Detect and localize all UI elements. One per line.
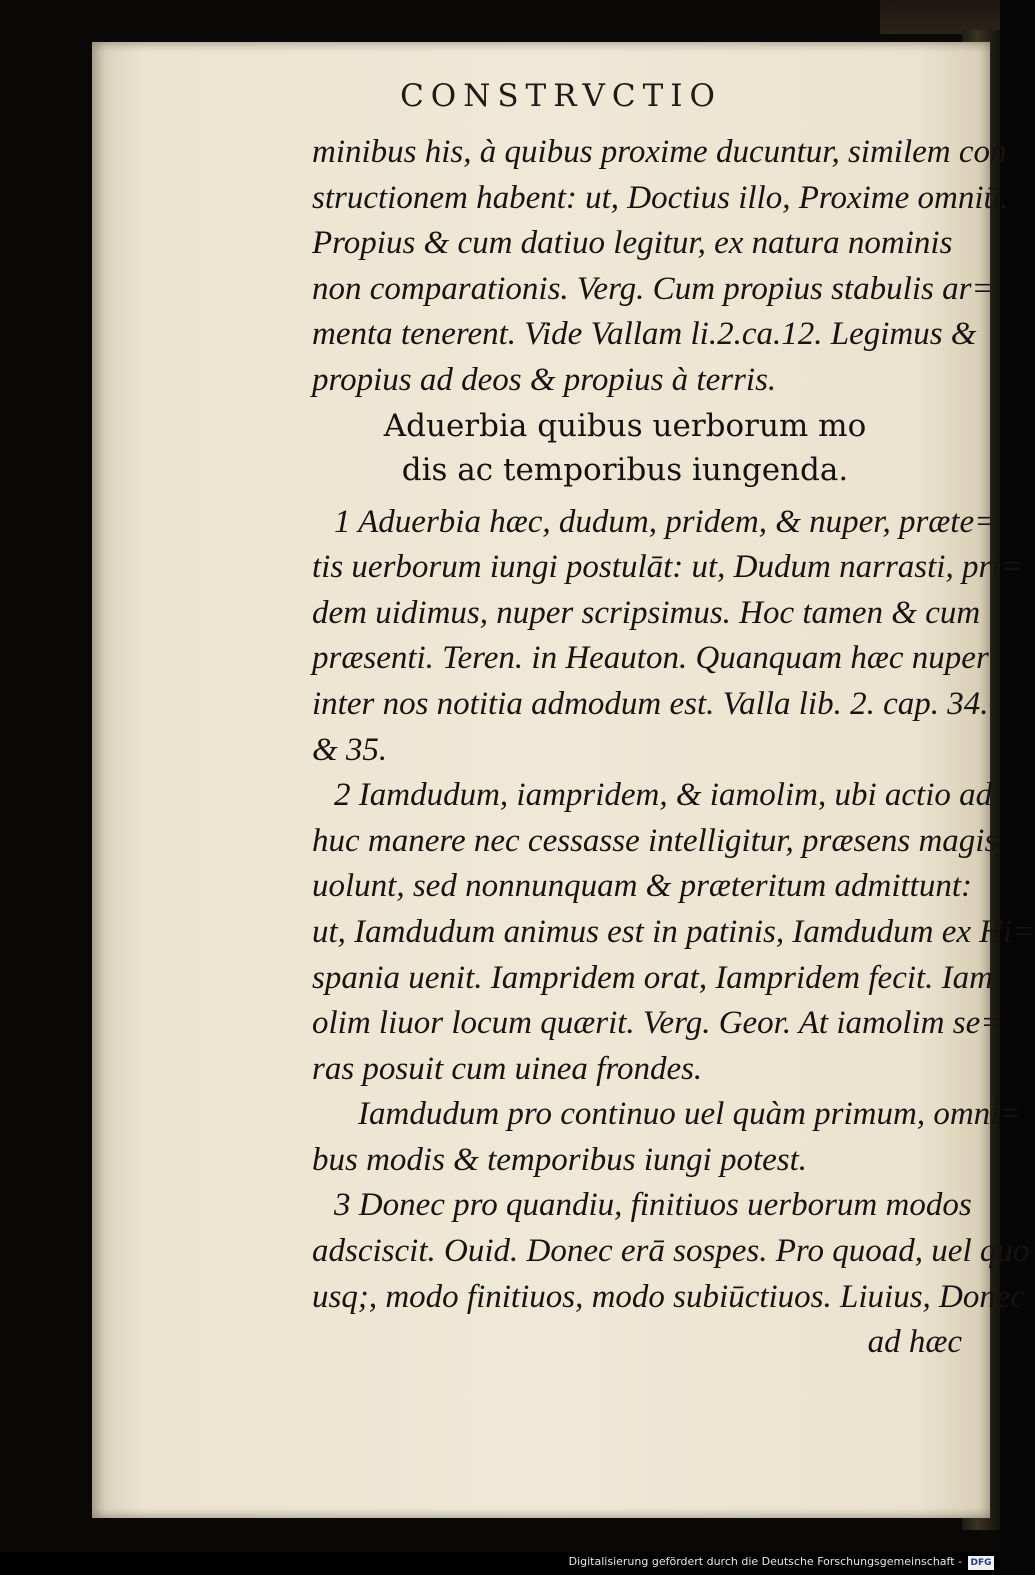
text-line: olim liuor locum quærit. Verg. Geor. At iamolim se= <box>312 1005 1003 1042</box>
text-line: usq;, modo finitiuos, modo subiūctiuos. Liuius, Donec <box>312 1278 1026 1315</box>
text-block <box>312 130 1035 1366</box>
text-line: inter nos notitia admodum est. Valla lib. 2. cap. 34. <box>312 685 989 722</box>
spacer <box>312 492 962 500</box>
heading-line: Aduerbia quibus uerborum mo <box>383 407 867 444</box>
text-line: Iamdudum pro continuo uel quàm primum, omni= <box>358 1096 1022 1133</box>
heading-line: dis ac temporibus iungenda. <box>401 451 849 488</box>
running-head: CONSTRVCTIO <box>400 78 722 114</box>
text-line: minibus his, à quibus proxime ducuntur, similem con <box>312 134 1007 170</box>
text-line: propius ad deos & propius à terris. <box>312 361 777 398</box>
text-line: tis uerborum iungi postulāt: ut, Dudum narrasti, pri= <box>312 549 1023 586</box>
text-line: Propius & cum datiuo legitur, ex natura nominis <box>312 225 953 262</box>
book-edge-top <box>880 0 1000 34</box>
text-line: huc manere nec cessasse intelligitur, præsens magis <box>312 822 998 859</box>
text-line: 2 Iamdudum, iampridem, & iamolim, ubi actio ad <box>334 777 993 814</box>
text-line: non comparationis. Verg. Cum propius stabulis ar= <box>312 270 994 307</box>
text-line: structionem habent: ut, Doctius illo, Proxime omniū. <box>312 179 1009 216</box>
credit-text: Digitalisierung gefördert durch die Deutsche Forschungsgemeinschaft - <box>568 1555 962 1568</box>
text-line: dem uidimus, nuper scripsimus. Hoc tamen & cum <box>312 594 981 631</box>
section-heading <box>288 404 962 492</box>
text-line: bus modis & temporibus iungi potest. <box>312 1141 808 1178</box>
text-line: 1 Aduerbia hæc, dudum, pridem, & nuper, præte= <box>334 503 997 540</box>
text-line: uolunt, sed nonnunquam & præteritum admittunt: <box>312 868 972 905</box>
text-line: & 35. <box>312 731 388 768</box>
text-line: adsciscit. Ouid. Donec erā sospes. Pro quoad, uel quo <box>312 1233 1030 1270</box>
text-line: ut, Iamdudum animus est in patinis, Iamdudum ex Hi= <box>312 913 1035 950</box>
credit-bar <box>0 1552 1000 1575</box>
text-line: spania uenit. Iampridem orat, Iampridem fecit. Iam <box>312 959 993 996</box>
text-line: præsenti. Teren. in Heauton. Quanquam hæc nuper <box>312 640 989 677</box>
catchword: ad hæc <box>867 1324 962 1361</box>
dfg-logo-icon: DFG <box>968 1556 994 1570</box>
text-line: 3 Donec pro quandiu, finitiuos uerborum modos <box>334 1187 972 1224</box>
text-line: menta tenerent. Vide Vallam li.2.ca.12. Legimus & <box>312 316 977 353</box>
book-page <box>92 42 1035 1518</box>
text-line: ras posuit cum uinea frondes. <box>312 1050 703 1087</box>
